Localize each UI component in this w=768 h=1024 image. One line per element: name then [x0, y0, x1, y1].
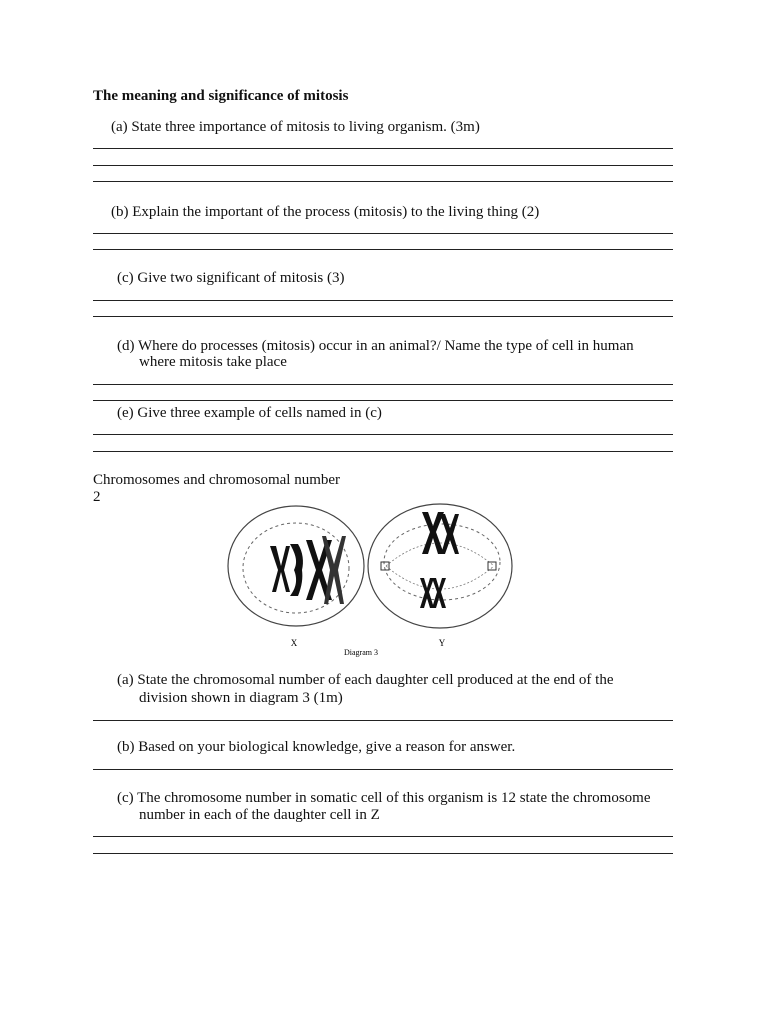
question-2a-continued: division shown in diagram 3 (1m): [139, 690, 343, 706]
answer-line[interactable]: [93, 316, 673, 317]
question-d-continued: where mitosis take place: [139, 354, 287, 370]
answer-line[interactable]: [93, 836, 673, 837]
chromosome-pair: [306, 536, 346, 604]
answer-line[interactable]: [93, 249, 673, 250]
answer-line[interactable]: [93, 148, 673, 149]
answer-line[interactable]: [93, 300, 673, 301]
chromosome-pair: [270, 544, 303, 596]
question-2a: (a) State the chromosomal number of each daughter cell produced at the end of the: [117, 672, 614, 688]
label-y: Y: [438, 638, 446, 648]
label-x: X: [290, 638, 298, 648]
question-2b: (b) Based on your biological knowledge, give a reason for answer.: [117, 739, 516, 755]
answer-line[interactable]: [93, 434, 673, 435]
section-number: 2: [93, 489, 101, 505]
answer-line[interactable]: [93, 165, 673, 166]
question-2c-continued: number in each of the daughter cell in Z: [139, 807, 380, 823]
cell-y: [368, 504, 512, 628]
chromosome-pair: [422, 512, 459, 554]
question-b: (b) Explain the important of the process (mitosis) to the living thing (2): [111, 204, 540, 220]
answer-line[interactable]: [93, 384, 673, 385]
question-d: (d) Where do processes (mitosis) occur in an animal?/ Name the type of cell in human: [117, 338, 634, 354]
diagram-caption: Diagram 3: [344, 648, 378, 657]
mitosis-diagram: [226, 500, 518, 660]
question-e: (e) Give three example of cells named in (c): [117, 405, 382, 421]
question-c: (c) Give two significant of mitosis (3): [117, 270, 345, 286]
answer-line[interactable]: [93, 400, 673, 401]
answer-line[interactable]: [93, 451, 673, 452]
answer-line[interactable]: [93, 853, 673, 854]
answer-line[interactable]: [93, 769, 673, 770]
section-title: The meaning and significance of mitosis: [93, 88, 349, 104]
section-heading: Chromosomes and chromosomal number: [93, 472, 341, 488]
chromosome-pair: [420, 578, 446, 608]
question-a: (a) State three importance of mitosis to living organism. (3m): [111, 119, 480, 135]
answer-line[interactable]: [93, 181, 673, 182]
cell-x: [228, 506, 364, 626]
answer-line[interactable]: [93, 233, 673, 234]
question-2c: (c) The chromosome number in somatic cell of this organism is 12 state the chromosome: [117, 790, 651, 806]
answer-line[interactable]: [93, 720, 673, 721]
